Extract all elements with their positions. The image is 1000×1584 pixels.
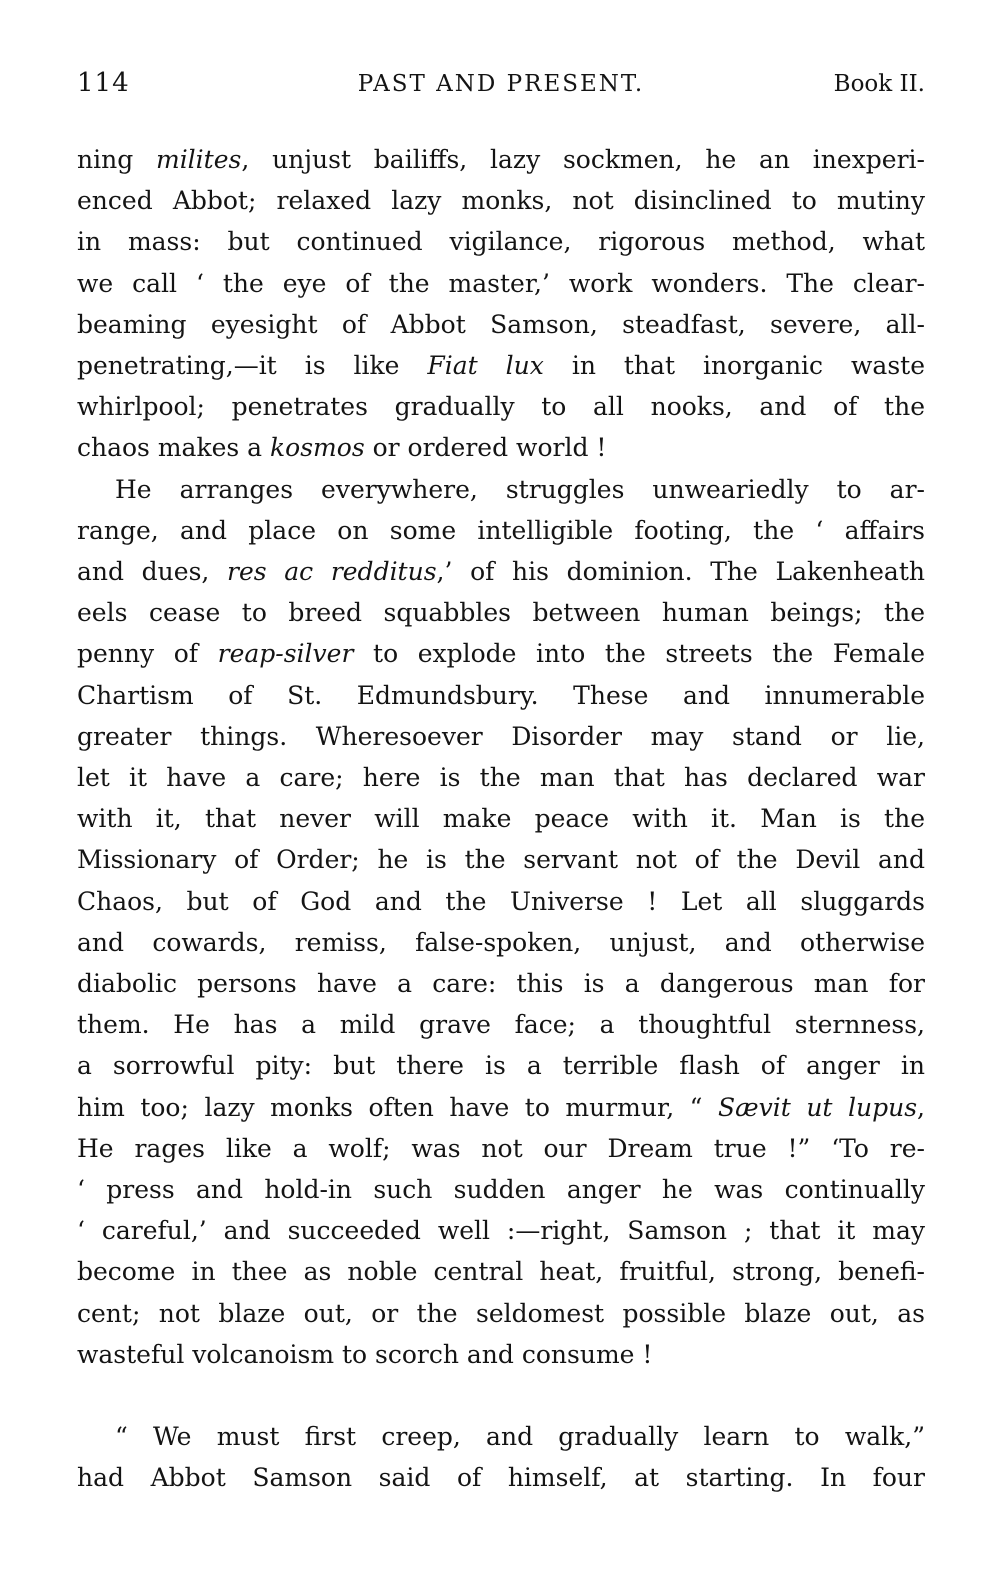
- text-line: [77, 139, 925, 180]
- text-line: [77, 1004, 925, 1045]
- text-line: [77, 1045, 925, 1086]
- text-segment: and cowards, remiss, false-spoken, unjust, and otherwise: [77, 927, 925, 957]
- text-segment: let it have a care; here is the man that has declared war: [77, 763, 925, 793]
- text-segment: “ We must first creep, and gradually learn to walk,”: [115, 1422, 925, 1452]
- text-segment: ‘ press and hold-in such sudden anger he was continually: [77, 1175, 925, 1205]
- text-segment: greater things. Wheresoever Disorder may stand or lie,: [77, 721, 925, 751]
- text-line: [77, 1251, 925, 1292]
- text-line: [77, 1087, 925, 1128]
- text-line: [77, 304, 925, 345]
- text-segment: to explode into the streets the Female: [353, 639, 925, 669]
- text-line: [77, 757, 925, 798]
- text-line: [77, 881, 925, 922]
- text-segment: ning: [77, 145, 156, 174]
- text-line: [77, 1210, 925, 1251]
- text-segment: Chaos, but of God and the Universe ! Let all sluggards: [77, 886, 925, 916]
- italic-text-segment: milites: [155, 145, 242, 174]
- italic-text-segment: res ac redditus: [227, 557, 437, 587]
- text-line: [77, 839, 925, 880]
- text-segment: Missionary of Order; he is the servant not of the Devil and: [77, 845, 925, 875]
- text-segment: ‘ careful,’ and succeeded well :—right, Samson ; that it may: [77, 1216, 925, 1246]
- text-segment: with it, that never will make peace with it. Man is the: [77, 804, 925, 834]
- text-line: [77, 1334, 925, 1375]
- text-line: [77, 510, 925, 551]
- text-line: [77, 922, 925, 963]
- text-line: [77, 386, 925, 427]
- running-header: [77, 68, 925, 98]
- text-line: [77, 427, 925, 468]
- text-line: [77, 263, 925, 304]
- text-line: [77, 221, 925, 262]
- text-line: [77, 963, 925, 1004]
- page-body: [77, 139, 925, 1499]
- paragraph: [77, 139, 925, 469]
- text-line: [77, 551, 925, 592]
- text-segment: , unjust bailiffs, lazy sockmen, he an inexperi-: [241, 145, 925, 174]
- text-segment: whirlpool; penetrates gradually to all nooks, and of the: [77, 392, 925, 422]
- paragraph: [77, 1416, 925, 1498]
- text-segment: He arranges everywhere, struggles unweariedly to ar-: [115, 474, 925, 504]
- text-line: [77, 1128, 925, 1169]
- text-segment: we call ‘ the eye of the master,’ work wonders. The clear-: [77, 268, 925, 298]
- text-line: [77, 469, 925, 510]
- text-line: [77, 592, 925, 633]
- italic-text-segment: reap-silver: [217, 639, 354, 669]
- text-segment: chaos makes a: [77, 433, 271, 463]
- italic-text-segment: Sævit ut lupus: [718, 1092, 918, 1122]
- text-line: [77, 1169, 925, 1210]
- text-segment: become in thee as noble central heat, fruitful, strong, benefi-: [77, 1257, 925, 1287]
- text-segment: a sorrowful pity: but there is a terrible flash of anger in: [77, 1051, 925, 1081]
- text-line: [77, 1293, 925, 1334]
- text-segment: them. He has a mild grave face; a thoughtful sternness,: [77, 1010, 925, 1040]
- text-segment: penny of: [77, 639, 218, 669]
- page-number: 114: [77, 68, 130, 98]
- italic-text-segment: kosmos: [270, 433, 365, 463]
- text-line: [77, 1457, 925, 1498]
- text-segment: and dues,: [77, 557, 228, 587]
- text-line: [77, 798, 925, 839]
- text-segment: eels cease to breed squabbles between human beings; the: [77, 598, 925, 628]
- text-segment: diabolic persons have a care: this is a dangerous man for: [77, 969, 925, 999]
- text-line: [77, 716, 925, 757]
- text-line: [77, 345, 925, 386]
- text-segment: had Abbot Samson said of himself, at starting. In four: [77, 1463, 925, 1493]
- text-line: [77, 180, 925, 221]
- italic-text-segment: Fiat lux: [427, 351, 544, 381]
- text-segment: Chartism of St. Edmundsbury. These and innumerable: [77, 680, 925, 710]
- text-segment: penetrating,—it is like: [77, 351, 428, 381]
- text-segment: him too; lazy monks often have to murmur, “: [77, 1092, 718, 1122]
- running-title: PAST AND PRESENT.: [357, 71, 645, 97]
- text-segment: in mass: but continued vigilance, rigorous method, what: [77, 227, 925, 257]
- paragraph: [77, 469, 925, 1375]
- text-segment: range, and place on some intelligible footing, the ‘ affairs: [77, 515, 925, 545]
- text-segment: beaming eyesight of Abbot Samson, steadfast, severe, all-: [77, 309, 925, 339]
- text-segment: or ordered world !: [364, 433, 607, 463]
- text-segment: in that inorganic waste: [543, 351, 925, 381]
- text-segment: cent; not blaze out, or the seldomest possible blaze out, as: [77, 1298, 925, 1328]
- text-line: [77, 1416, 925, 1457]
- text-segment: He rages like a wolf; was not our Dream true !” ‘To re-: [77, 1133, 925, 1163]
- text-line: [77, 675, 925, 716]
- book-label: Book II.: [833, 71, 925, 97]
- text-segment: wasteful volcanoism to scorch and consume !: [77, 1339, 653, 1369]
- text-line: [77, 633, 925, 674]
- text-segment: enced Abbot; relaxed lazy monks, not disinclined to mutiny: [77, 186, 925, 216]
- text-segment: ,: [917, 1092, 925, 1122]
- text-segment: ,’ of his dominion. The Lakenheath: [436, 557, 925, 587]
